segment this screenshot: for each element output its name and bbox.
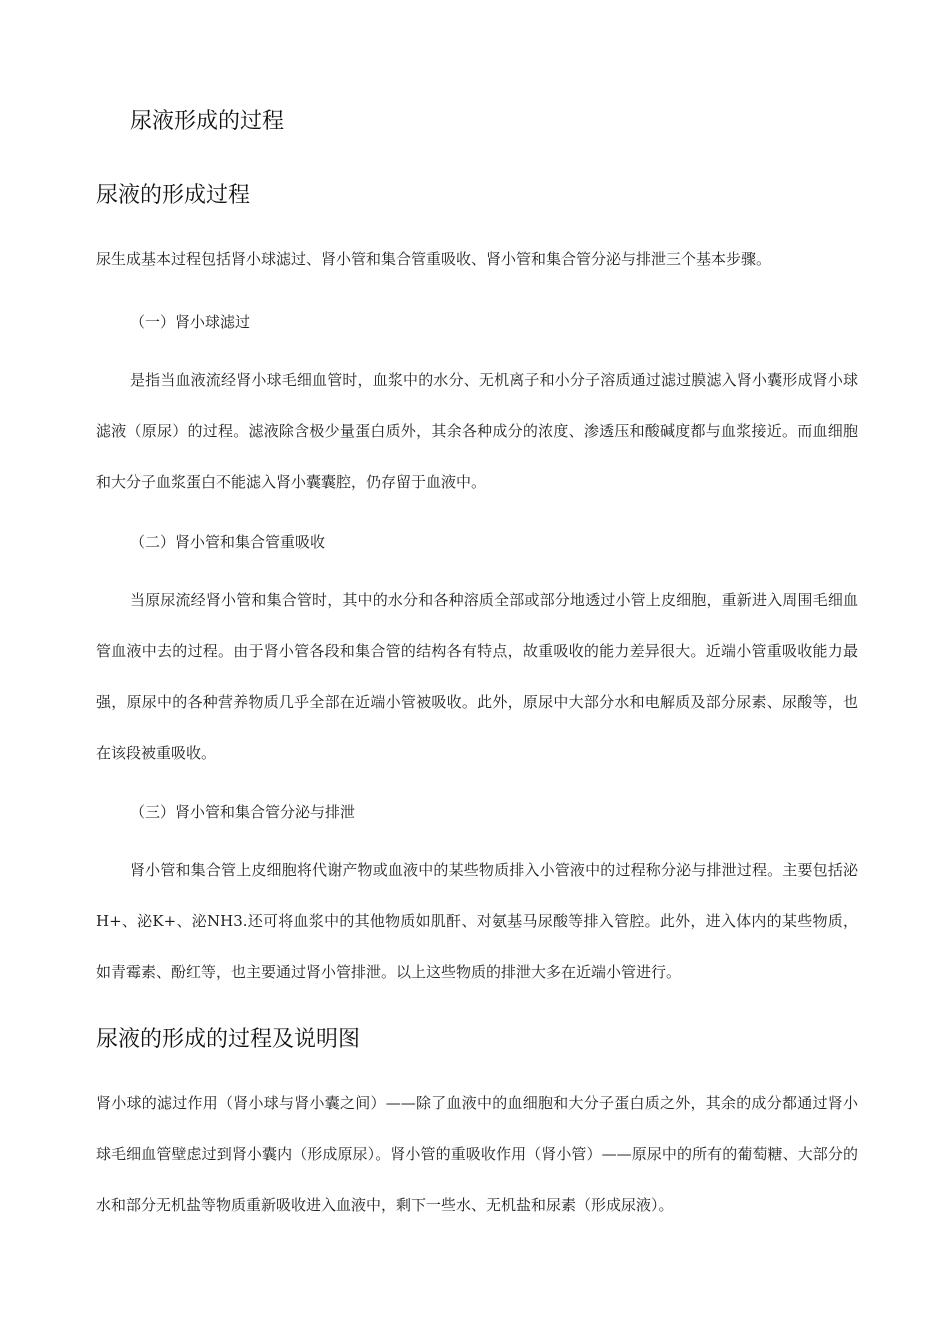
subheading-reabsorption: （二）肾小管和集合管重吸收 xyxy=(130,533,326,551)
intro-paragraph: 尿生成基本过程包括肾小球滤过、肾小管和集合管重吸收、肾小管和集合管分泌与排泄三个基本步骤。 xyxy=(96,250,772,268)
document-title: 尿液形成的过程 xyxy=(130,109,285,134)
subheading-secretion-excretion: （三）肾小管和集合管分泌与排泄 xyxy=(130,803,356,821)
section-heading-process-explanation: 尿液的形成的过程及说明图 xyxy=(96,1027,361,1052)
paragraph-reabsorption: 当原尿流经肾小管和集合管时，其中的水分和各种溶质全部或部分地透过小管上皮细胞，重新进入周围毛细血管血液中去的过程。由于肾小管各段和集合管的结构各有特点，故重吸收的能力差异很大。近端小管重吸收能力最强，原尿中的各种营养物质几乎全部在近端小管被吸收。此外，原尿中大部分水和电解质及部分尿素、尿酸等，也在该段被重吸收。 xyxy=(96,591,858,762)
paragraph-process-explanation: 肾小球的滤过作用（肾小球与肾小囊之间）——除了血液中的血细胞和大分子蛋白质之外，其余的成分都通过肾小球毛细血管壁虑过到肾小囊内（形成原尿）。肾小管的重吸收作用（肾小管）——原尿中的所有的葡萄糖、大部分的水和部分无机盐等物质重新吸收进入血液中，剩下一些水、无机盐和尿素（形成尿液）。 xyxy=(96,1094,858,1214)
subheading-glomerular-filtration: （一）肾小球滤过 xyxy=(130,313,251,331)
section-heading-formation-process: 尿液的形成过程 xyxy=(96,183,251,208)
paragraph-secretion-excretion: 肾小管和集合管上皮细胞将代谢产物或血液中的某些物质排入小管液中的过程称分泌与排泄过程。主要包括泌H+、泌K+、泌NH3.还可将血浆中的其他物质如肌酐、对氨基马尿酸等排入管腔。此外，进入体内的某些物质，如青霉素、酚红等，也主要通过肾小管排泄。以上这些物质的排泄大多在近端小管进行。 xyxy=(96,861,858,981)
paragraph-glomerular-filtration: 是指当血液流经肾小球毛细血管时，血浆中的水分、无机离子和小分子溶质通过滤过膜滤入肾小囊形成肾小球滤液（原尿）的过程。滤液除含极少量蛋白质外，其余各种成分的浓度、渗透压和酸碱度都与血浆接近。而血细胞和大分子血浆蛋白不能滤入肾小囊囊腔，仍存留于血液中。 xyxy=(96,371,858,491)
